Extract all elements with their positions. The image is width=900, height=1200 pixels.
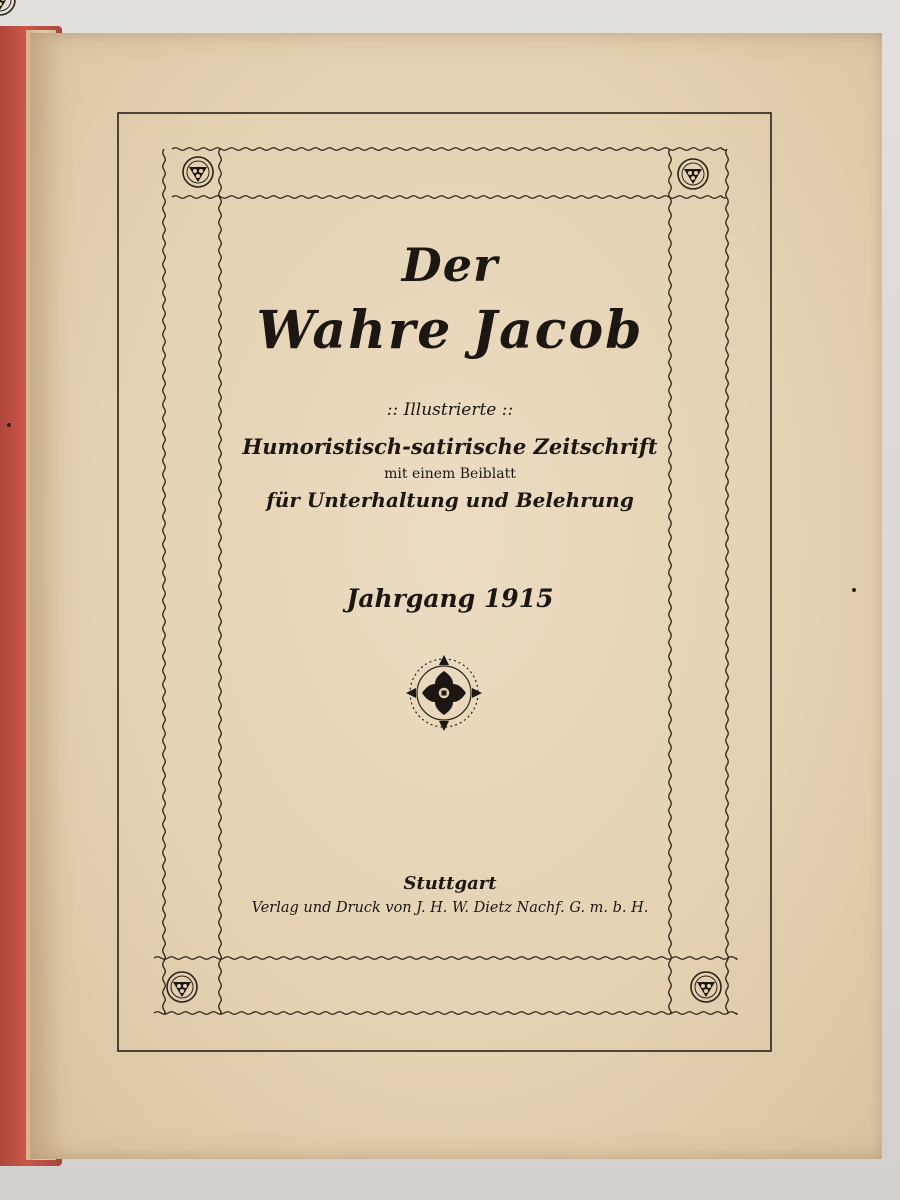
rosette-ornament-icon	[406, 655, 482, 731]
paper-speck	[7, 423, 11, 427]
subtitle-illustrierte: :: Illustrierte ::	[386, 400, 514, 420]
paper-speck	[852, 588, 856, 592]
triangle-roundel-icon	[678, 159, 708, 189]
subtitle-unterhaltung: für Unterhaltung und Belehrung	[266, 488, 634, 512]
volume-year: Jahrgang 1915	[346, 584, 554, 613]
title-line-wahre-jacob: Wahre Jacob	[256, 300, 644, 361]
imprint-publisher: Verlag und Druck von J. H. W. Dietz Nachf. G. m. b. H.	[251, 900, 649, 916]
wavy-line-bottom-outer	[154, 1012, 737, 1015]
triangle-roundel-icon	[183, 157, 213, 187]
triangle-roundel-icon	[0, 0, 15, 15]
title-line-der: Der	[401, 238, 499, 292]
imprint-place: Stuttgart	[403, 873, 497, 894]
triangle-roundel-icon	[167, 972, 197, 1002]
wavy-line-top-inner	[172, 196, 725, 199]
wavy-line-bottom-inner	[154, 957, 737, 960]
wavy-line-top-outer	[172, 148, 725, 151]
subtitle-beiblatt: mit einem Beiblatt	[384, 466, 516, 482]
subtitle-zeitschrift: Humoristisch-satirische Zeitschrift	[242, 434, 658, 459]
triangle-roundel-icon	[691, 972, 721, 1002]
